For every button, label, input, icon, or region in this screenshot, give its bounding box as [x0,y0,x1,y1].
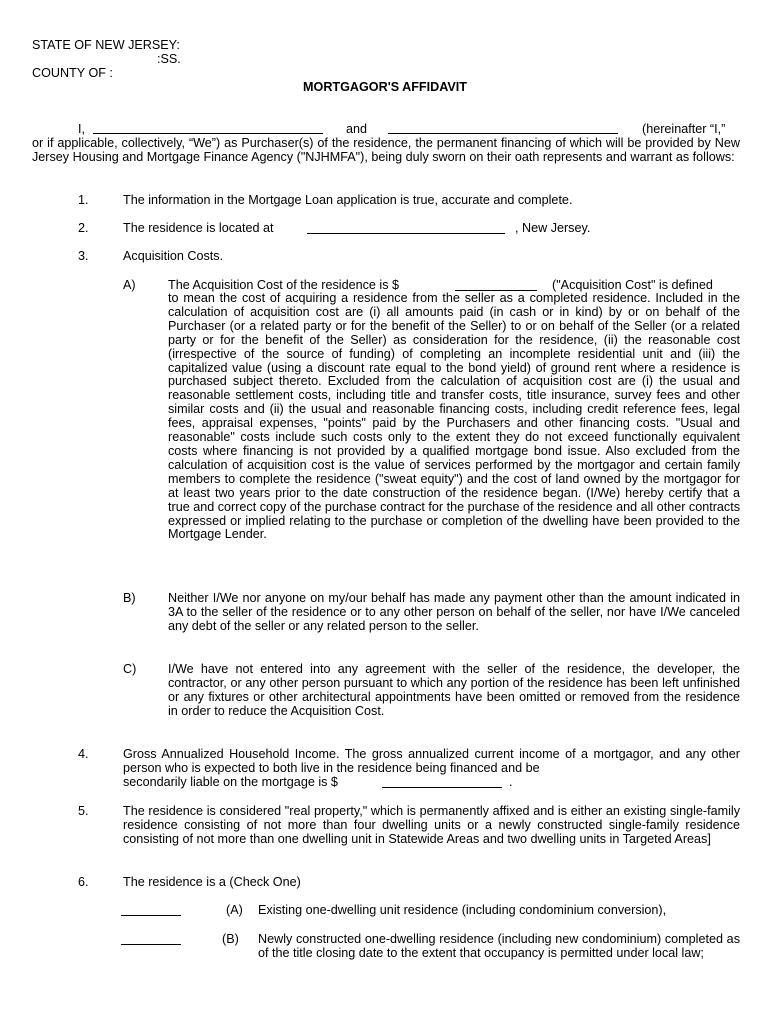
item-3a-lead: The Acquisition Cost of the residence is $ [168,278,400,292]
item-2-number: 2. [78,221,89,235]
intro-paragraph: or if applicable, collectively, “We”) as Purchaser(s) of the residence, the permanent financing of which will be provided by New Jersey Housing and Mortgage Finance Agency ("NJHMFA"), being duly sworn on their oath represents and warrant as follows: [32,136,740,164]
item-6-number: 6. [78,875,89,889]
purchaser-name-field-1[interactable] [93,133,323,134]
item-3a-label: A) [123,278,136,292]
item-3c-label: C) [123,662,137,676]
item-3b-label: B) [123,591,136,605]
option-b-check-field[interactable] [121,944,181,945]
item-4-number: 4. [78,747,89,761]
item-1-text: The information in the Mortgage Loan application is true, accurate and complete. [123,193,573,207]
item-6-text: The residence is a (Check One) [123,875,301,889]
hereinafter-text: (hereinafter “I,” [642,122,726,136]
purchaser-name-field-2[interactable] [388,133,618,134]
item-2-text: The residence is located at [123,221,274,235]
item-5-paragraph: The residence is considered "real property," which is permanently affixed and is either an existing single-family residence consisting of not more than four dwelling units or a newly constructed single-family residence consisting of not more than one dwelling unit in Statewide Areas and two dwelling units in Targeted Areas] [123,804,740,846]
item-5-number: 5. [78,804,89,818]
item-2-suffix: , New Jersey. [515,221,591,235]
item-3a-paragraph: to mean the cost of acquiring a residence from the seller as a completed residence. Included in the calculation of acquisition cost are (i) all amounts paid (in cash or in kind) by or on behalf of the Purchaser (or a related party or for the benefit of the Seller) to or on behalf of the Seller (or a related party or for the benefit of the Seller) as consideration for the residence, (ii) the reasonable cost (irrespective of the source of funding) of completing an incomplete residential unit and (iii) the capitalized value (using a discount rate equal to the bond yield) of ground rent where a residence is purchased subject thereto. Excluded from the calculation of acquisition cost are (i) the usual and reasonable settlement costs, including title and transfer costs, title insurance, survey fees and other similar costs and (ii) the usual and reasonable financing costs, including credit reference fees, legal fees, appraisal expenses, "points" paid by the Purchasers and other financing costs. "Usual and reasonable" costs include such costs only to the extent they do not exceed functionally equivalent costs where financing is not provided by a qualified mortgage bond issue. Also excluded from the calculation of acquisition cost is the value of services performed by the mortgagor and certain family members to complete the residence ("sweat equity") and the cost of land owned by the mortgagor for at least two years prior to the date construction of the residence began. (I/We) hereby certify that a true and correct copy of the purchase contract for the purchase of the residence and all other contracts expressed or implied relating to the purchase or completion of the dwelling have been provided to the Mortgage Lender. [168,291,740,542]
item-3b-paragraph: Neither I/We nor anyone on my/our behalf has made any payment other than the amount indicated in 3A to the seller of the residence or to any other person on behalf of the seller, nor have I/We canceled any debt of the seller or any related person to the seller. [168,591,740,633]
option-a-check-field[interactable] [121,915,181,916]
intro-and-label: and [346,122,368,136]
item-4-period: . [509,775,513,789]
item-1-number: 1. [78,193,89,207]
item-3-number: 3. [78,249,89,263]
item-4-last-line: secondarily liable on the mortgage is $ [123,775,338,789]
residence-location-field[interactable] [307,233,505,234]
intro-i-label: I, [78,122,85,136]
option-a-label: (A) [226,903,243,917]
state-heading: STATE OF NEW JERSEY: [32,38,180,52]
county-heading: COUNTY OF : [32,66,113,80]
option-b-text: Newly constructed one-dwelling residence (including new condominium) completed as of the title closing date to the extent that occupancy is permitted under local law; [258,932,740,960]
household-income-field[interactable] [382,787,502,788]
page-title: MORTGAGOR'S AFFIDAVIT [303,80,467,94]
item-3a-lead-end: ("Acquisition Cost" is defined [552,278,713,292]
item-3-text: Acquisition Costs. [123,249,224,263]
ss-label: :SS. [157,52,181,66]
item-4-paragraph: Gross Annualized Household Income. The gross annualized current income of a mortgagor, and any other person who is expected to both live in the residence being financed and be [123,747,740,775]
option-b-label: (B) [222,932,239,946]
option-a-text: Existing one-dwelling unit residence (including condominium conversion), [258,903,667,917]
item-3c-paragraph: I/We have not entered into any agreement with the seller of the residence, the developer, the contractor, or any other person pursuant to which any portion of the residence has been left unfinished or any fixtures or other architectural appointments have been omitted or removed from the residence in order to reduce the Acquisition Cost. [168,662,740,718]
